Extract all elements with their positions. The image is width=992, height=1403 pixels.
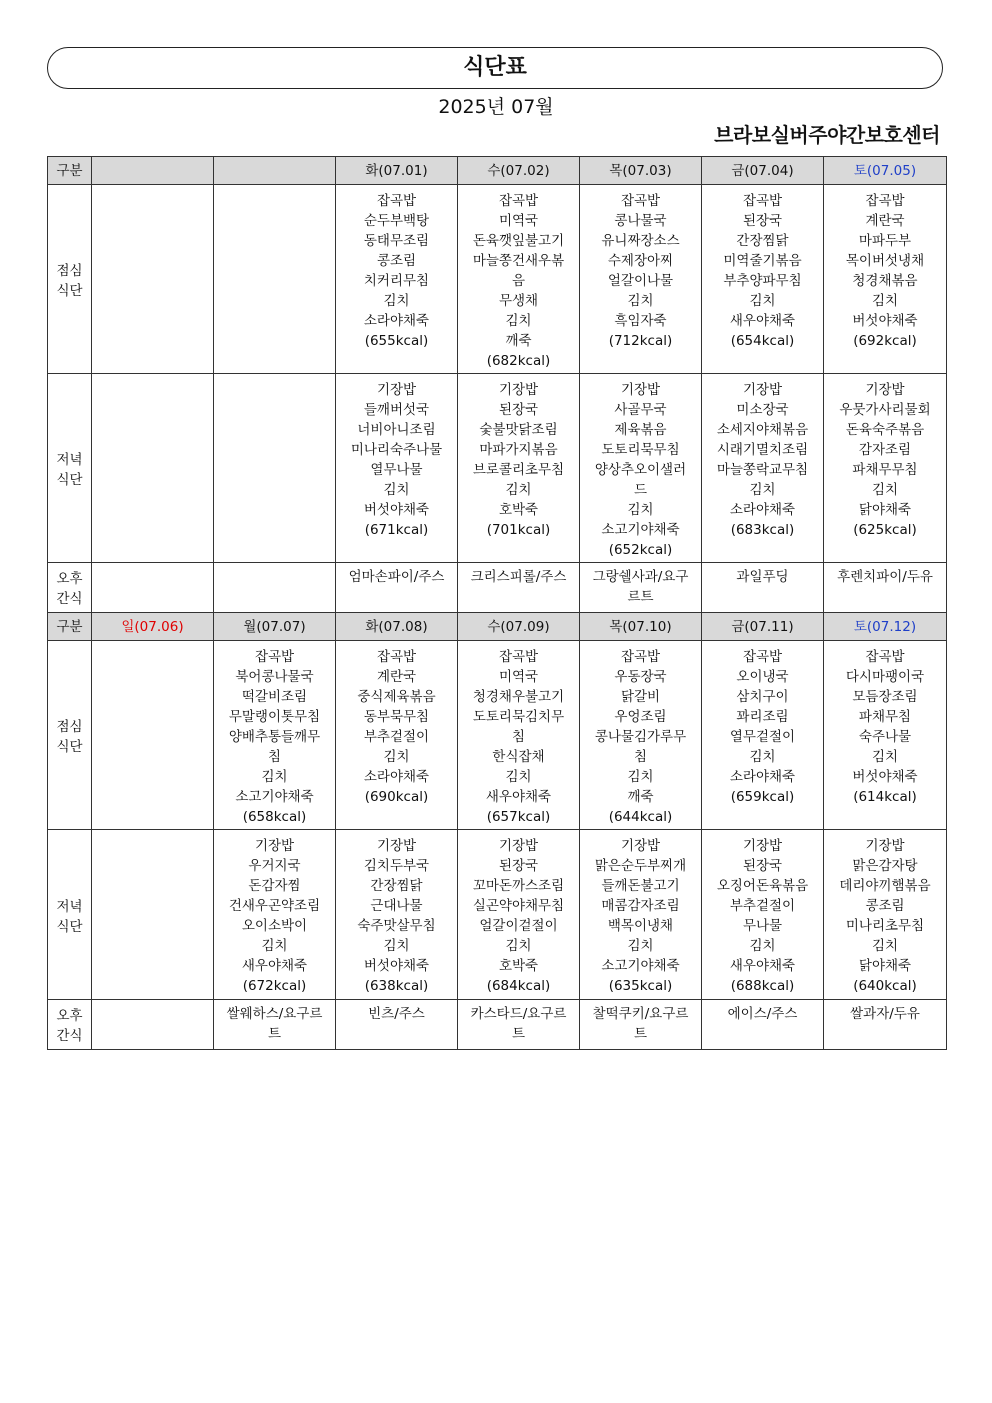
page-title: 식단표 — [47, 47, 943, 89]
menu-line: 브로콜리초무침 — [472, 462, 565, 478]
menu-line: 잡곡밥 — [498, 649, 539, 665]
menu-line: 오징어돈육볶음 — [716, 878, 809, 894]
menu-line: 파채무무침 — [852, 462, 918, 478]
menu-line: 잡곡밥 — [620, 649, 661, 665]
lunch-label — [48, 185, 92, 374]
row-label-text: 저녁 — [56, 898, 83, 915]
day-header: 금(07.11) — [702, 613, 824, 641]
day-header: 화(07.01) — [336, 157, 458, 185]
menu-line: 잡곡밥 — [865, 193, 905, 209]
menu-line: 김치 — [505, 769, 532, 785]
menu-line: 데리야끼햄볶음 — [839, 878, 931, 894]
menu-line: 우거지국 — [248, 858, 301, 874]
menu-line: 간장찜닭 — [736, 233, 789, 249]
dinner-cell — [580, 830, 702, 1000]
menu-line: (701kcal) — [486, 522, 551, 538]
snack-cell — [824, 1000, 947, 1050]
menu-line: 미역국 — [498, 669, 539, 685]
menu-line: 된장국 — [498, 402, 539, 418]
menu-line: 소라야채죽 — [729, 502, 796, 518]
snack-cell — [580, 563, 702, 613]
menu-line: 한식잡채 — [492, 749, 545, 765]
menu-line: 버섯야채죽 — [363, 502, 430, 518]
snack-cell — [702, 563, 824, 613]
menu-line: 김치 — [627, 769, 654, 785]
menu-line: 돈육숙주볶음 — [845, 422, 925, 438]
menu-line: 숙주나물 — [858, 729, 912, 745]
lunch-cell — [580, 641, 702, 830]
menu-line: 과일푸딩 — [736, 569, 789, 585]
lunch-cell — [92, 641, 214, 830]
menu-line: 근대나물 — [370, 898, 423, 914]
menu-line: (614kcal) — [853, 789, 917, 805]
menu-line: 콩나물김가루무 — [594, 729, 687, 745]
menu-line: 쌀웨하스/요구르 — [226, 1006, 323, 1022]
menu-line: 새우야채죽 — [485, 789, 552, 805]
menu-line: 양상추오이샐러 — [594, 462, 687, 478]
menu-line: (690kcal) — [364, 789, 429, 805]
menu-line: 에이스/주스 — [727, 1006, 798, 1022]
menu-line: 김치두부국 — [363, 858, 430, 874]
menu-line: (692kcal) — [853, 333, 917, 349]
menu-line: 사골무국 — [614, 402, 667, 418]
row-label-text: 오후 — [56, 1007, 83, 1024]
menu-line: 김치 — [871, 938, 899, 954]
menu-line: 김치 — [749, 749, 776, 765]
menu-line: 미역줄기볶음 — [723, 253, 802, 269]
lunch-cell — [824, 185, 947, 374]
menu-line: 침 — [267, 749, 282, 765]
snack-cell — [458, 563, 580, 613]
menu-line: 시래기멸치조림 — [716, 442, 809, 458]
snack-cell — [458, 1000, 580, 1050]
snack-cell — [214, 1000, 336, 1050]
menu-line: 된장국 — [742, 213, 783, 229]
menu-line: 잡곡밥 — [865, 649, 905, 665]
menu-line: 실곤약야채무침 — [472, 898, 565, 914]
menu-line: 들깨버섯국 — [363, 402, 430, 418]
snack-cell — [92, 1000, 214, 1050]
lunch-cell — [458, 641, 580, 830]
menu-line: 순두부백탕 — [363, 213, 430, 229]
menu-line: 동태무조림 — [363, 233, 430, 249]
menu-line: 마파가지볶음 — [479, 442, 558, 458]
day-header: 월(07.07) — [214, 613, 336, 641]
day-header-row — [48, 157, 947, 185]
snack-label — [48, 1000, 92, 1050]
menu-line: 호박죽 — [498, 502, 539, 518]
menu-line: 꽈리조림 — [736, 709, 789, 725]
menu-line: (683kcal) — [730, 522, 795, 538]
menu-line: 다시마팽이국 — [845, 669, 925, 685]
menu-line: 모듬장조림 — [852, 689, 918, 705]
menu-line: 기장밥 — [742, 382, 783, 398]
year-month: 2025년 07월 — [438, 96, 554, 118]
dinner-cell — [458, 374, 580, 563]
menu-line: 기장밥 — [865, 382, 905, 398]
menu-line: 소세지야채볶음 — [716, 422, 809, 438]
snack-row — [48, 1000, 947, 1050]
lunch-cell — [336, 641, 458, 830]
menu-line: 소고기야채죽 — [601, 522, 680, 538]
menu-line: (625kcal) — [853, 522, 917, 538]
menu-line: 김치 — [871, 749, 899, 765]
menu-line: 부추겉절이 — [363, 729, 430, 745]
menu-line: 빈츠/주스 — [368, 1006, 425, 1022]
menu-line: 간장찜닭 — [370, 878, 423, 894]
menu-line: 숯불맛닭조림 — [479, 422, 558, 438]
menu-line: 소라야채죽 — [363, 769, 430, 785]
dinner-cell — [336, 830, 458, 1000]
menu-line: (658kcal) — [242, 809, 307, 825]
menu-line: 오이소박이 — [241, 918, 308, 934]
menu-line: 숙주맛살무침 — [357, 918, 436, 934]
menu-line: 기장밥 — [498, 838, 539, 854]
lunch-row — [48, 641, 947, 830]
menu-line: 트 — [267, 1026, 282, 1042]
day-header: 토(07.05) — [824, 157, 947, 185]
dinner-cell — [214, 374, 336, 563]
lunch-row — [48, 185, 947, 374]
menu-line: 기장밥 — [376, 838, 417, 854]
menu-line: 찰떡쿠키/요구르 — [592, 1006, 689, 1022]
menu-line: 목이버섯냉채 — [845, 253, 925, 269]
day-header: 수(07.02) — [458, 157, 580, 185]
menu-line: 그랑쉘사과/요구 — [592, 569, 689, 585]
menu-line: 기장밥 — [865, 838, 905, 854]
menu-line: 버섯야채죽 — [363, 958, 430, 974]
menu-line: 깨죽 — [505, 333, 532, 349]
menu-line: 돈감자찜 — [248, 878, 301, 894]
menu-line: 잡곡밥 — [620, 193, 661, 209]
menu-line: 잡곡밥 — [742, 649, 783, 665]
menu-line: 미나리초무침 — [845, 918, 925, 934]
category-label: 구분 — [48, 157, 92, 185]
menu-line: (657kcal) — [486, 809, 551, 825]
menu-line: 기장밥 — [742, 838, 783, 854]
dinner-cell — [824, 830, 947, 1000]
dinner-row — [48, 830, 947, 1000]
lunch-cell — [458, 185, 580, 374]
menu-line: 김치 — [505, 313, 532, 329]
dinner-cell — [702, 374, 824, 563]
center-name: 브라보실버주야간보호센터 — [714, 123, 940, 147]
menu-line: 김치 — [505, 938, 532, 954]
menu-line: (640kcal) — [853, 978, 917, 994]
lunch-cell — [580, 185, 702, 374]
menu-line: 기장밥 — [620, 382, 661, 398]
menu-line: 김치 — [383, 749, 410, 765]
dinner-cell — [92, 374, 214, 563]
menu-line: 기장밥 — [254, 838, 295, 854]
menu-line: 침 — [511, 729, 526, 745]
menu-line: 닭야채죽 — [858, 958, 912, 974]
menu-line: 소고기야채죽 — [235, 789, 314, 805]
menu-line: (644kcal) — [608, 809, 673, 825]
snack-row — [48, 563, 947, 613]
menu-line: 맑은순두부찌개 — [594, 858, 687, 874]
menu-line: 감자조림 — [858, 442, 912, 458]
row-label-text: 점심 — [56, 719, 83, 735]
menu-line: 북어콩나물국 — [235, 669, 314, 685]
menu-line: 삼치구이 — [736, 689, 789, 705]
menu-line: 계란국 — [865, 213, 905, 229]
menu-line: 된장국 — [742, 858, 783, 874]
day-header: 화(07.08) — [336, 613, 458, 641]
menu-line: 오이냉국 — [736, 669, 789, 685]
day-header: 금(07.04) — [702, 157, 824, 185]
menu-line: (654kcal) — [730, 333, 795, 349]
row-label-text: 식단 — [56, 918, 83, 935]
menu-line: 열무나물 — [370, 462, 423, 478]
menu-line: (672kcal) — [242, 978, 307, 994]
menu-line: 닭야채죽 — [858, 502, 912, 518]
day-header: 토(07.12) — [824, 613, 947, 641]
menu-line: 김치 — [871, 482, 899, 498]
menu-line: (684kcal) — [486, 978, 551, 994]
menu-line: 엄마손파이/주스 — [348, 569, 445, 585]
menu-line: 얼갈이나물 — [607, 273, 674, 289]
menu-line: 얼갈이겉절이 — [479, 918, 558, 934]
menu-line: 새우야채죽 — [729, 313, 796, 329]
day-header: 목(07.03) — [580, 157, 702, 185]
menu-line: 콩나물국 — [614, 213, 667, 229]
menu-line: 꼬마돈까스조림 — [472, 878, 565, 894]
menu-line: 마늘쫑락교무침 — [716, 462, 809, 478]
dinner-cell — [458, 830, 580, 1000]
menu-line: 유니짜장소스 — [601, 233, 680, 249]
menu-line: 미소장국 — [736, 402, 789, 418]
menu-line: 잡곡밥 — [742, 193, 783, 209]
menu-line: 김치 — [261, 769, 288, 785]
row-label-text: 식단 — [56, 283, 83, 299]
menu-line: (655kcal) — [364, 333, 429, 349]
menu-line: 청경채우불고기 — [472, 689, 565, 705]
menu-line: 후렌치파이/두유 — [837, 569, 933, 585]
menu-line: 소라야채죽 — [363, 313, 430, 329]
menu-line: 김치 — [871, 293, 899, 309]
row-label-text: 식단 — [56, 739, 83, 755]
menu-line: 쌀과자/두유 — [850, 1006, 920, 1022]
menu-line: 버섯야채죽 — [852, 769, 918, 785]
row-label-text: 저녁 — [56, 452, 83, 468]
menu-line: 기장밥 — [620, 838, 661, 854]
menu-line: 무생채 — [498, 293, 539, 309]
menu-line: 미나리숙주나물 — [350, 442, 443, 458]
day-header — [214, 157, 336, 185]
row-label-text: 오후 — [56, 570, 83, 587]
menu-line: 잡곡밥 — [498, 193, 539, 209]
category-label: 구분 — [48, 613, 92, 641]
menu-line: 우동장국 — [614, 669, 667, 685]
lunch-cell — [92, 185, 214, 374]
menu-line: 우뭇가사리물회 — [839, 402, 931, 418]
lunch-cell — [702, 641, 824, 830]
menu-line: (652kcal) — [608, 542, 673, 558]
snack-label — [48, 563, 92, 613]
menu-line: (659kcal) — [730, 789, 795, 805]
menu-line: 호박죽 — [498, 958, 539, 974]
lunch-cell — [824, 641, 947, 830]
day-header — [92, 157, 214, 185]
menu-line: 부추양파무침 — [723, 273, 802, 289]
menu-line: 음 — [511, 273, 526, 289]
menu-line: 깨죽 — [627, 789, 654, 805]
row-label-text: 식단 — [56, 472, 83, 488]
menu-line: (688kcal) — [730, 978, 795, 994]
menu-line: 수제장아찌 — [607, 253, 674, 269]
menu-line: 콩조림 — [376, 253, 417, 269]
day-header-row — [48, 613, 947, 641]
lunch-cell — [214, 185, 336, 374]
menu-line: 김치 — [749, 482, 776, 498]
dinner-cell — [214, 830, 336, 1000]
menu-line: 도토리묵무침 — [601, 442, 680, 458]
snack-cell — [336, 1000, 458, 1050]
snack-cell — [580, 1000, 702, 1050]
snack-cell — [214, 563, 336, 613]
menu-line: 카스타드/요구르 — [470, 1006, 567, 1022]
menu-line: 청경채볶음 — [852, 273, 918, 289]
menu-line: 열무겉절이 — [729, 729, 796, 745]
meal-table — [47, 156, 947, 1050]
row-label-text: 점심 — [56, 263, 83, 279]
menu-line: 매콤감자조림 — [601, 898, 680, 914]
menu-line: 양배추통들깨무 — [228, 729, 321, 745]
lunch-cell — [336, 185, 458, 374]
menu-line: 김치 — [627, 502, 654, 518]
menu-line: 제육볶음 — [614, 422, 667, 438]
snack-cell — [336, 563, 458, 613]
menu-line: 새우야채죽 — [729, 958, 796, 974]
row-label-text: 간식 — [56, 1027, 83, 1044]
menu-line: 소라야채죽 — [729, 769, 796, 785]
lunch-cell — [702, 185, 824, 374]
menu-line: 맑은감자탕 — [852, 858, 918, 874]
day-header: 일(07.06) — [92, 613, 214, 641]
menu-line: 마파두부 — [858, 233, 912, 249]
menu-line: 무나물 — [742, 918, 783, 934]
menu-line: 치커리무침 — [363, 273, 430, 289]
menu-line: (635kcal) — [608, 978, 673, 994]
day-header: 수(07.09) — [458, 613, 580, 641]
menu-line: 김치 — [627, 938, 654, 954]
menu-line: 백목이냉채 — [607, 918, 674, 934]
menu-line: 무말랭이톳무침 — [228, 709, 321, 725]
menu-line: 마늘쫑건새우볶 — [472, 253, 565, 269]
menu-line: 르트 — [627, 589, 654, 605]
menu-line: 콩조림 — [865, 898, 905, 914]
menu-line: 흑임자죽 — [614, 313, 667, 329]
menu-line: 김치 — [383, 293, 410, 309]
menu-line: (712kcal) — [608, 333, 673, 349]
menu-line: 김치 — [383, 482, 410, 498]
menu-line: 소고기야채죽 — [601, 958, 680, 974]
menu-line: 김치 — [505, 482, 532, 498]
menu-line: 너비아니조림 — [357, 422, 436, 438]
menu-line: (682kcal) — [486, 353, 551, 369]
day-header: 목(07.10) — [580, 613, 702, 641]
menu-line: 된장국 — [498, 858, 539, 874]
dinner-cell — [824, 374, 947, 563]
snack-cell — [824, 563, 947, 613]
menu-line: 김치 — [749, 938, 776, 954]
menu-line: 동부묵무침 — [363, 709, 430, 725]
menu-line: 트 — [633, 1026, 648, 1042]
menu-line: 기장밥 — [498, 382, 539, 398]
menu-line: (638kcal) — [364, 978, 429, 994]
dinner-label — [48, 374, 92, 563]
menu-line: 드 — [633, 482, 648, 498]
menu-line: 닭갈비 — [620, 689, 661, 705]
dinner-cell — [702, 830, 824, 1000]
menu-line: 잡곡밥 — [376, 193, 417, 209]
menu-line: 새우야채죽 — [241, 958, 308, 974]
menu-line: 돈육깻잎불고기 — [472, 233, 565, 249]
menu-line: 김치 — [627, 293, 654, 309]
menu-line: 미역국 — [498, 213, 539, 229]
menu-line: 중식제육볶음 — [357, 689, 436, 705]
dinner-row — [48, 374, 947, 563]
dinner-label — [48, 830, 92, 1000]
lunch-label — [48, 641, 92, 830]
menu-line: 기장밥 — [376, 382, 417, 398]
lunch-cell — [214, 641, 336, 830]
dinner-cell — [336, 374, 458, 563]
menu-line: 트 — [511, 1026, 526, 1042]
menu-line: 버섯야채죽 — [852, 313, 918, 329]
menu-line: 크리스피롤/주스 — [470, 569, 567, 585]
menu-line: 잡곡밥 — [376, 649, 417, 665]
menu-line: (671kcal) — [364, 522, 429, 538]
snack-cell — [702, 1000, 824, 1050]
snack-cell — [92, 563, 214, 613]
menu-line: 도토리묵김치무 — [472, 709, 565, 725]
menu-line: 잡곡밥 — [254, 649, 295, 665]
menu-line: 계란국 — [376, 669, 417, 685]
menu-line: 우엉조림 — [614, 709, 667, 725]
menu-line: 들깨돈불고기 — [601, 878, 680, 894]
menu-line: 부추겉절이 — [729, 898, 796, 914]
menu-line: 파채무침 — [858, 709, 912, 725]
row-label-text: 간식 — [56, 590, 83, 607]
dinner-cell — [92, 830, 214, 1000]
menu-line: 김치 — [749, 293, 776, 309]
menu-line: 김치 — [383, 938, 410, 954]
menu-line: 건새우곤약조림 — [228, 898, 321, 914]
dinner-cell — [580, 374, 702, 563]
menu-line: 김치 — [261, 938, 288, 954]
menu-line: 떡갈비조림 — [241, 689, 308, 705]
menu-line: 침 — [633, 749, 648, 765]
